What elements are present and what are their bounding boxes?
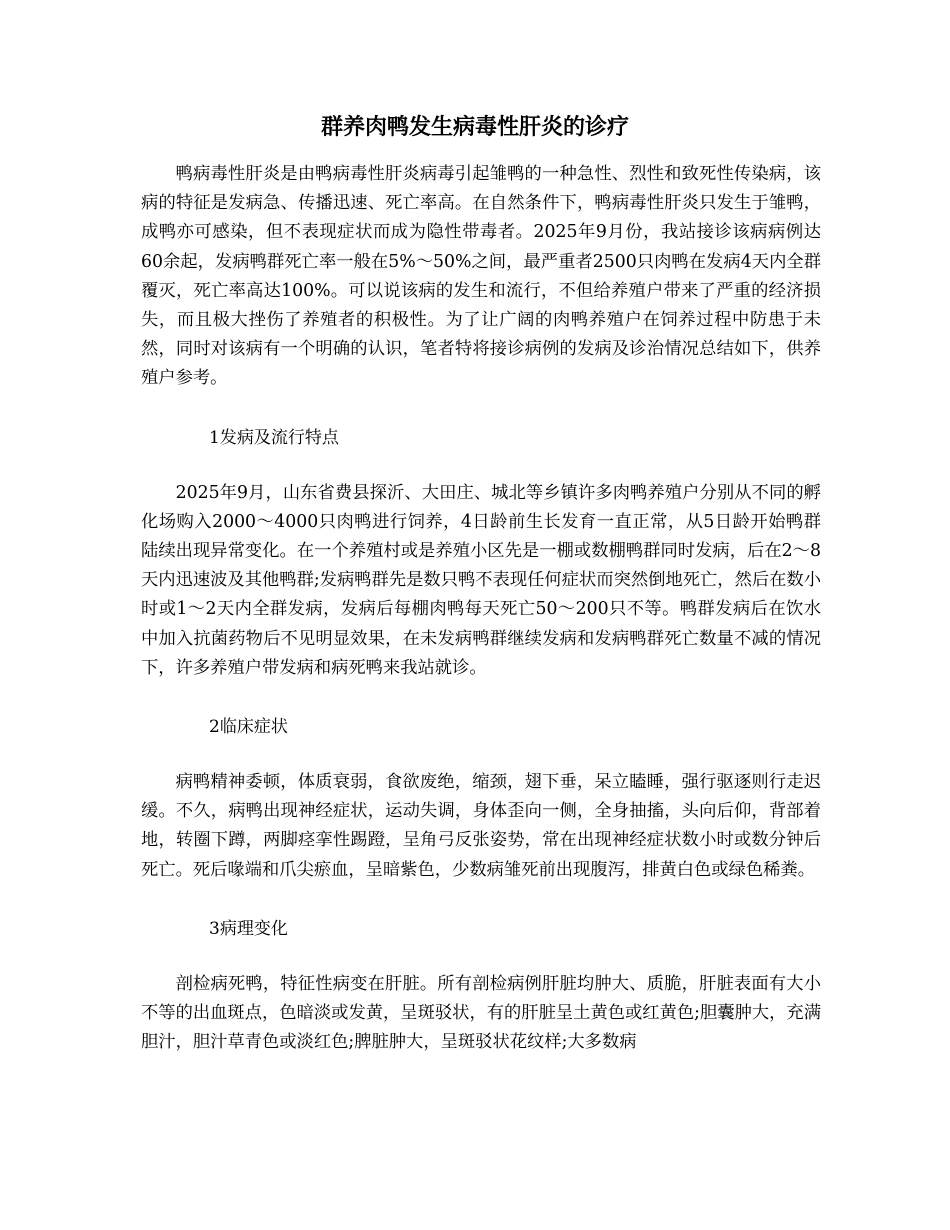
- section-title: 临床症状: [219, 717, 288, 738]
- document-body: [141, 160, 821, 1086]
- section-heading-1: [141, 423, 821, 453]
- section-heading-3: [141, 914, 821, 944]
- section-heading-2: [141, 712, 821, 742]
- page-title: 群养肉鸭发生病毒性肝炎的诊疗: [320, 114, 629, 140]
- section-number: 2: [209, 717, 220, 738]
- section-paragraph-1: 2025年9月，山东省费县探沂、大田庄、城北等乡镇许多肉鸭养殖户分别从不同的孵化场购入2000～4000只肉鸭进行饲养，4日龄前生长发育一直正常，从5日龄开始鸭群陆续出现异常变化。在一个养殖村或是养殖小区先是一棚或数棚鸭群同时发病，后在2～8天内迅速波及其他鸭群;发病鸭群先是数只鸭不表现任何症状而突然倒地死亡，然后在数小时或1～2天内全群发病，发病后每棚肉鸭每天死亡50～200只不等。鸭群发病后在饮水中加入抗菌药物后不见明显效果，在未发病鸭群继续发病和发病鸭群死亡数量不减的情况下，许多养殖户带发病和病死鸭来我站就诊。: [141, 482, 821, 678]
- section-number: 3: [209, 918, 220, 939]
- section-title: 发病及流行特点: [219, 427, 339, 448]
- section-paragraph-3: 剖检病死鸭，特征性病变在肝脏。所有剖检病例肝脏均肿大、质脆，肝脏表面有大小不等的出血斑点，色暗淡或发黄，呈斑驳状，有的肝脏呈土黄色或红黄色;胆囊肿大，充满胆汁，胆汁草青色或淡红色;脾脏肿大，呈斑驳状花纹样;大多数病: [141, 973, 821, 1053]
- section-paragraph-2: 病鸭精神委顿，体质衰弱，食欲废绝，缩颈，翅下垂，呆立瞌睡，强行驱逐则行走迟缓。不久，病鸭出现神经症状，运动失调，身体歪向一侧，全身抽搐，头向后仰，背部着地，转圈下蹲，两脚痉挛性踢蹬，呈角弓反张姿势，常在出现神经症状数小时或数分钟后死亡。死后喙端和爪尖瘀血，呈暗紫色，少数病雏死前出现腹泻，排黄白色或绿色稀粪。: [141, 772, 821, 880]
- intro-paragraph: 鸭病毒性肝炎是由鸭病毒性肝炎病毒引起雏鸭的一种急性、烈性和致死性传染病，该病的特征是发病急、传播迅速、死亡率高。在自然条件下，鸭病毒性肝炎只发生于雏鸭，成鸭亦可感染，但不表现症状而成为隐性带毒者。2025年9月份，我站接诊该病病例达60余起，发病鸭群死亡率一般在5%～50%之间，最严重者2500只肉鸭在发病4天内全群覆灭，死亡率高达100%。可以说该病的发生和流行，不但给养殖户带来了严重的经济损失，而且极大挫伤了养殖者的积极性。为了让广阔的肉鸭养殖户在饲养过程中防患于未然，同时对该病有一个明确的认识，笔者特将接诊病例的发病及诊治情况总结如下，供养殖户参考。: [141, 164, 821, 389]
- section-number: 1: [209, 427, 220, 448]
- section-title: 病理变化: [219, 918, 288, 939]
